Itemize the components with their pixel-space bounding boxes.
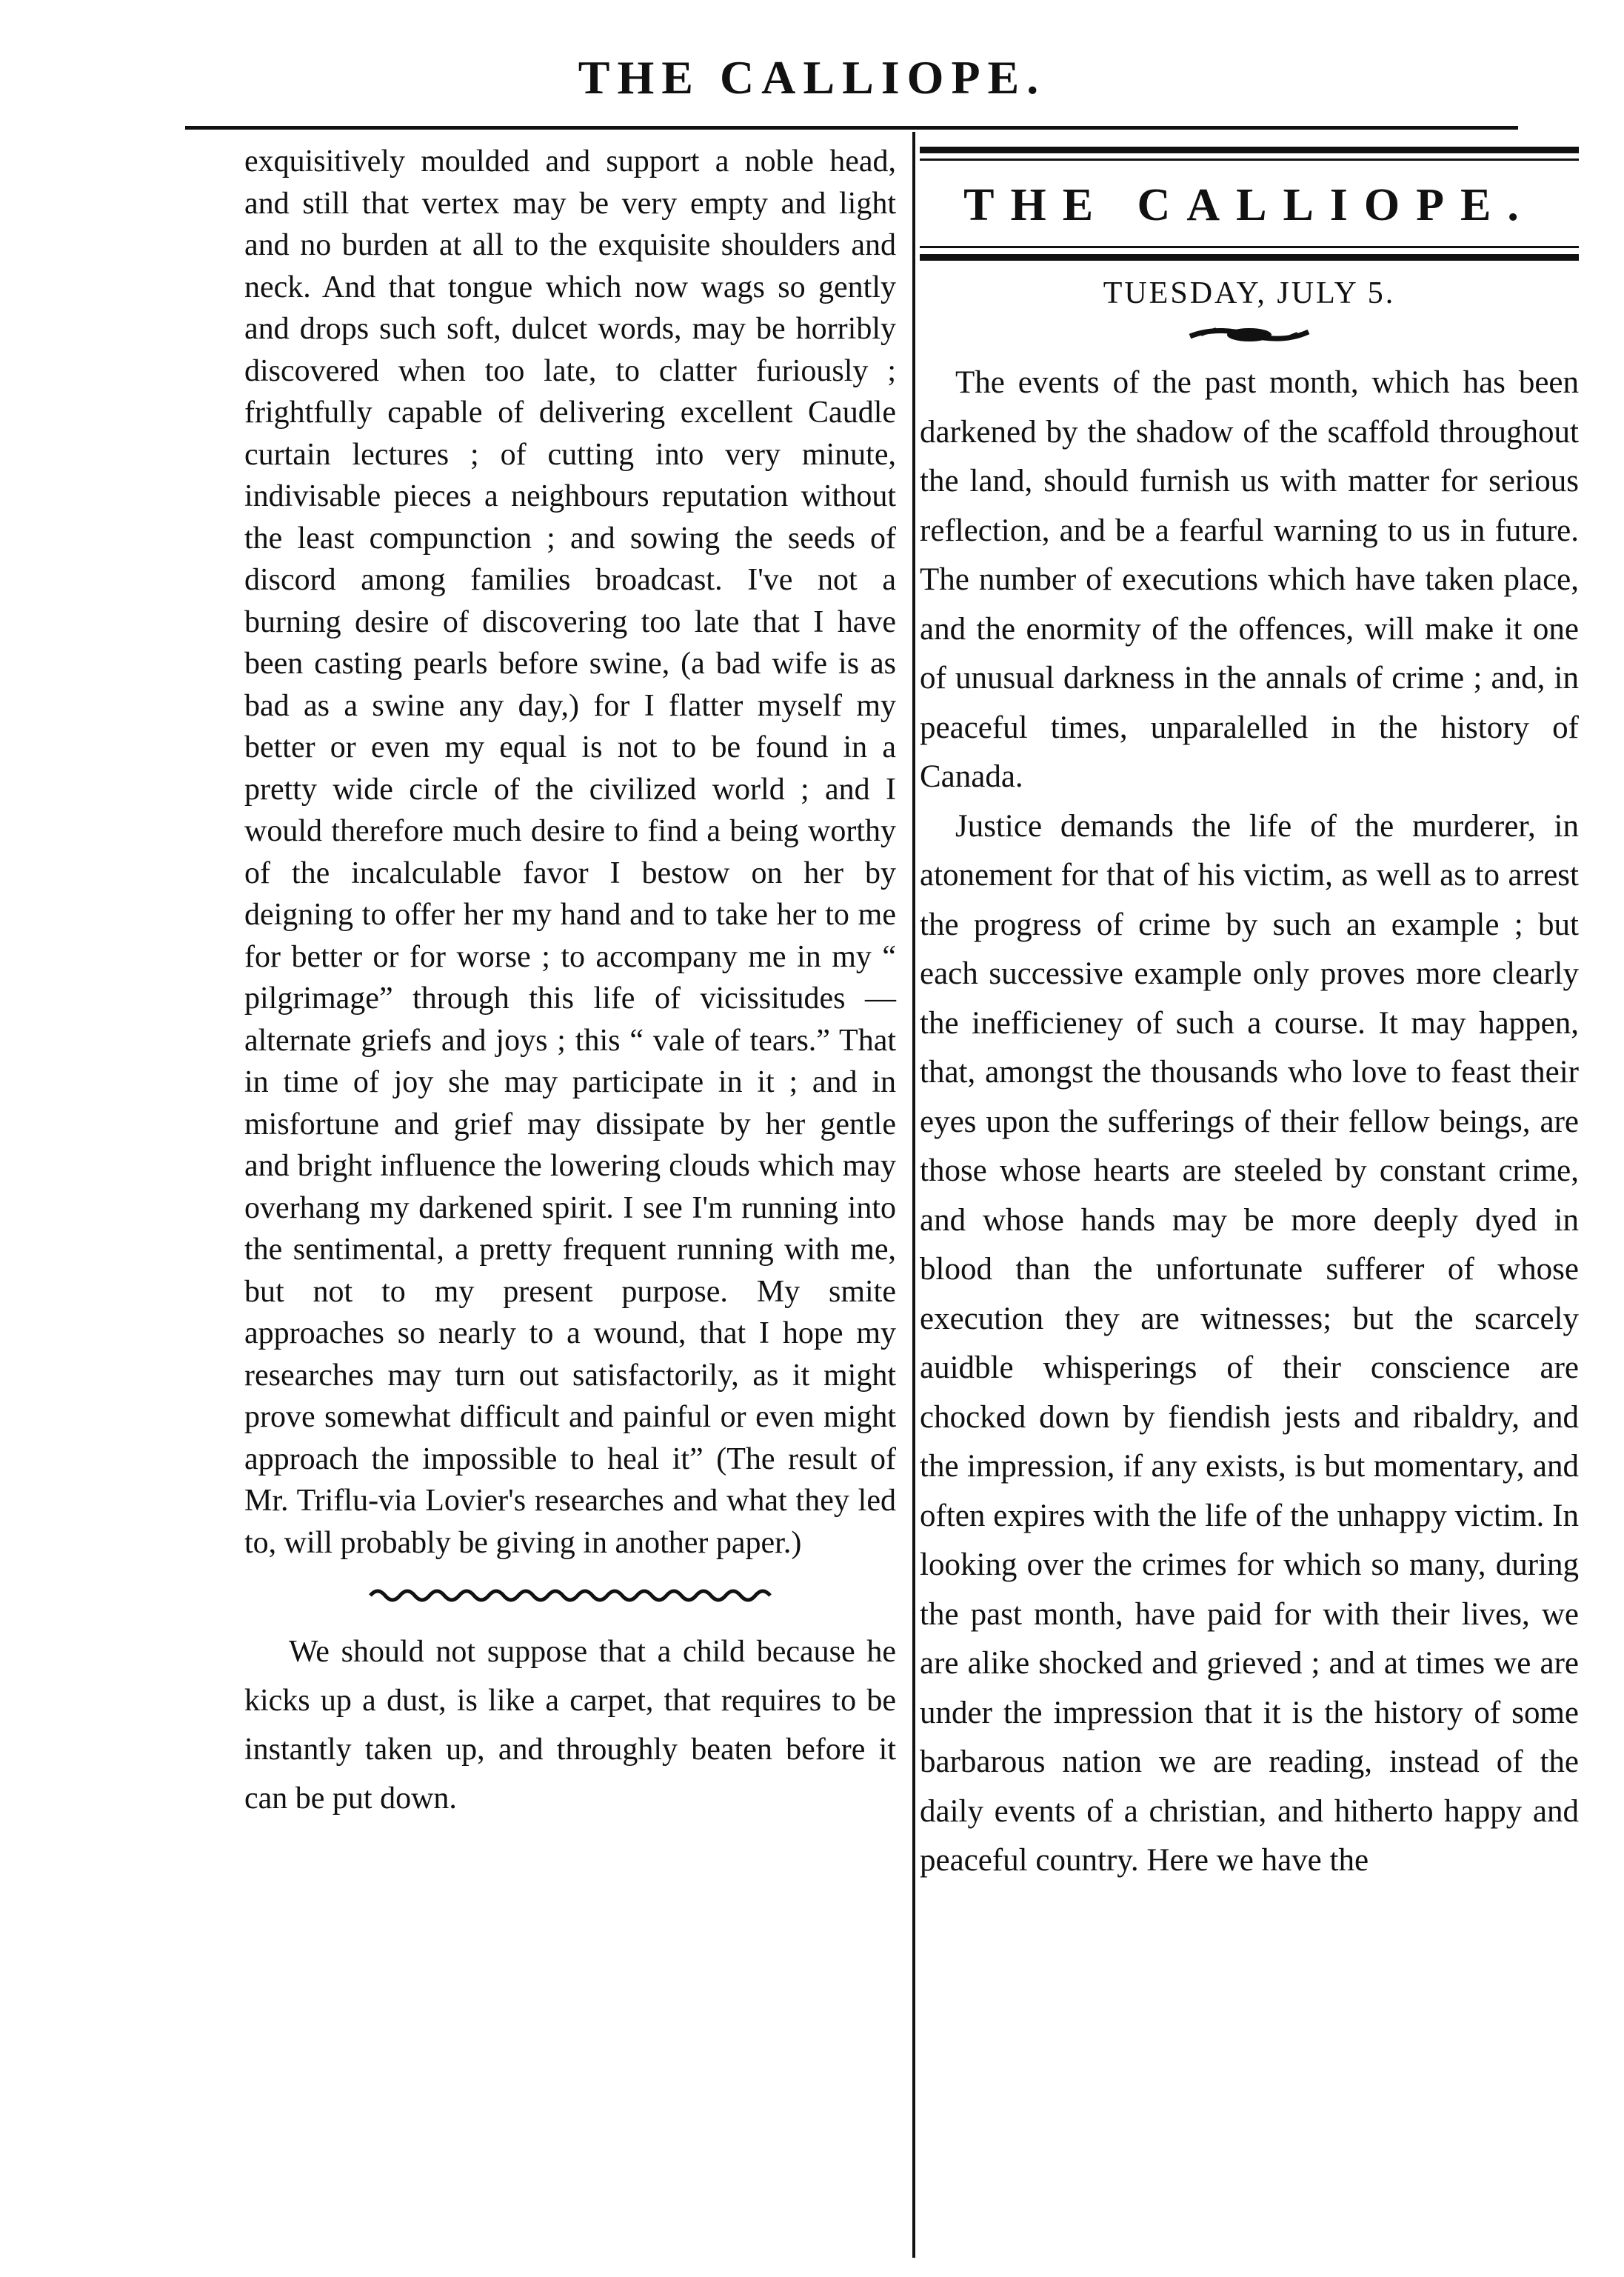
masthead-rule-bottom: [920, 254, 1579, 261]
running-head: THE CALLIOPE.: [578, 51, 1046, 104]
masthead-rule-top: [920, 147, 1579, 153]
wavy-rule-ornament: [244, 1580, 896, 1610]
header-rule: [185, 126, 1518, 130]
note-paragraph: We should not suppose that a child because he kicks up a dust, is like a carpet, that requires to be instantly taken up, and throughly beaten before it can be put down.: [244, 1635, 896, 1816]
editorial-paragraph-1: The events of the past month, which has been darkened by the shadow of the scaffold throughout the land, should furnish us with matter for serious reflection, and be a fearful warning to us in future. The number of executions which have taken place, and the enormity of the offences, will make it one of unusual darkness in the annals of crime ; and, in peaceful times, unparalelled in the history of Canada.: [920, 365, 1579, 794]
column-divider: [912, 132, 915, 2258]
flourish-ornament: [920, 316, 1579, 353]
masthead-rule-top-thin: [920, 159, 1579, 161]
editorial-paragraph-2: Justice demands the life of the murderer, in atonement for that of his victim, as well as to arrest the progress of crime by such an example ; but each successive example only proves more clearly the inefficieney of such a course. It may happen, that, amongst the thousands who love to feast their eyes upon the sufferings of their fellow beings, are those whose hearts are steeled by constant crime, and whose hands may be more deeply dyed in blood than the unfortunate sufferer of whose execution they are witnesses; but the scarcely auidble whisperings of their conscience are chocked down by fiendish jests and ribaldry, and the impression, if any exists, is but momentary, and often expires with the life of the unhappy victim. In looking over the crimes for which so many, during the past month, have paid for with their lives, we are alike shocked and grieved ; and at times we are under the impression that it is the history of some barbarous nation we are reading, instead of the daily events of a christian, and hitherto happy and peaceful country. Here we have the: [920, 808, 1579, 1878]
right-column: [920, 141, 1579, 1886]
masthead-rule-bottom-thin: [920, 246, 1579, 248]
left-column: [244, 141, 896, 1823]
masthead: THE CALLIOPE.: [963, 180, 1535, 230]
continued-article-text: exquisitively moulded and support a noble head, and still that vertex may be very empty and light and no burden at all to the exquisite shoulders and neck. And that tongue which now wags so gently and drops such soft, dulcet words, may be horribly discovered when too late, to clatter furiously ; frightfully capable of delivering excellent Caudle curtain lectures ; of cutting into very minute, indivisable pieces a neighbours reputation without the least compunction ; and sowing the seeds of discord among families broadcast. I've not a burning desire of discovering too late that I have been casting pearls before swine, (a bad wife is as bad as a swine any day,) for I flatter myself my better or even my equal is not to be found in a pretty wide circle of the civilized world ; and I would therefore much desire to find a being worthy of the incalculable favor I bestow on her by deigning to offer her my hand and to take her to me for better or for worse ; to accompany me in my “ pilgrimage” through this life of vicissitudes —alternate griefs and joys ; this “ vale of tears.” That in time of joy she may participate in it ; and in misfortune and grief may dissipate by her gentle and bright influence the lowering clouds which may overhang my darkened spirit. I see I'm running into the sentimental, a pretty frequent running with me, but not to my present purpose. My smite approaches so nearly to a wound, that I hope my researches may turn out satisfactorily, as it might prove somewhat difficult and painful or even might approach the impossible to heal it” (The result of Mr. Triflu-via Lovier's researches and what they led to, will probably be giving in another paper.): [244, 144, 896, 1560]
dateline: TUESDAY, JULY 5.: [1103, 276, 1396, 310]
